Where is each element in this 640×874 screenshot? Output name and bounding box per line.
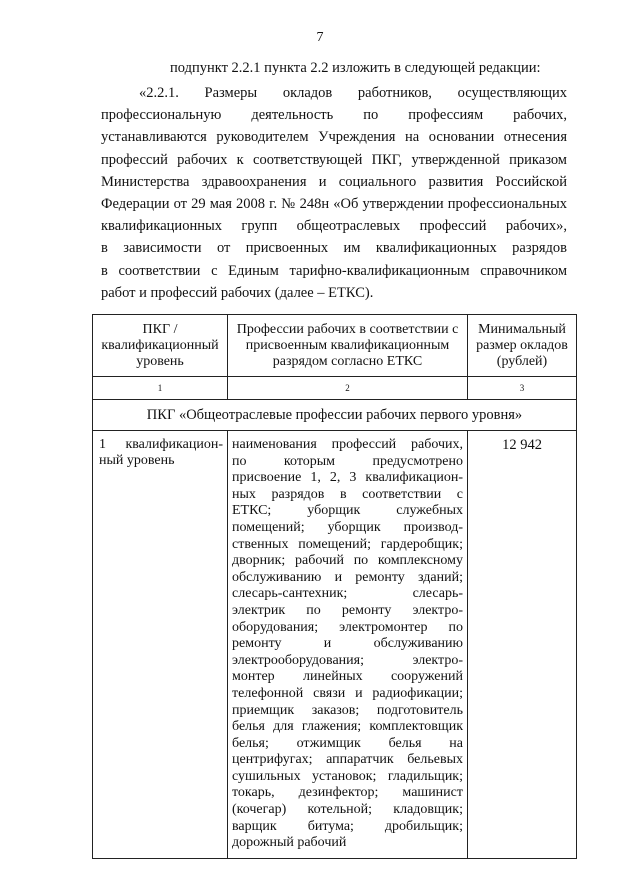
profession-line: сушильных установок; гладильщик; bbox=[232, 768, 463, 784]
paragraph-line: Федерации от 29 мая 2008 г. № 248н «Об утверждении профессиональных bbox=[101, 196, 567, 213]
paragraph-line: профессий рабочих к соответствующей ПКГ, утвержденной приказом bbox=[101, 151, 567, 168]
profession-line: оборудования; электромонтер по bbox=[232, 619, 463, 635]
profession-line: монтер линейных сооружений bbox=[232, 669, 463, 685]
profession-line: ЕТКС; уборщик служебных bbox=[232, 503, 463, 519]
paragraph-line: работ и профессий рабочих (далее – ЕТКС). bbox=[101, 284, 374, 301]
table-row bbox=[93, 431, 577, 859]
column-number: 3 bbox=[468, 377, 577, 400]
profession-line: присвоение 1, 2, 3 квалификацион- bbox=[232, 470, 463, 486]
page-number: 7 bbox=[316, 30, 324, 45]
profession-line: центрифугах; аппаратчик бельевых bbox=[232, 752, 463, 768]
column-number: 1 bbox=[93, 377, 228, 400]
level-cell bbox=[93, 431, 228, 859]
profession-line: дорожный рабочий bbox=[232, 835, 347, 851]
profession-line: ственных помещений; гардеробщик; bbox=[232, 536, 463, 552]
header-professions: Профессии рабочих в соответствии с присвоенным квалификационным разрядом согласно ЕТКС bbox=[228, 315, 468, 377]
profession-line: телефонной связи и радиофикации; bbox=[232, 685, 463, 701]
header-pkg-level: ПКГ / квалификационный уровень bbox=[93, 315, 228, 377]
profession-line: помещений; уборщик производ- bbox=[232, 519, 463, 535]
table-group-row bbox=[93, 400, 577, 431]
salary-cell: 12 942 bbox=[468, 431, 577, 859]
paragraph-line: профессиональную деятельность по профессиям рабочих, bbox=[101, 107, 567, 124]
header-min-salary: Минимальный размер окладов (рублей) bbox=[468, 315, 577, 377]
table-header-row bbox=[93, 315, 577, 377]
level-line: 1 квалификацион- bbox=[99, 437, 223, 452]
salary-table bbox=[92, 314, 577, 859]
professions-cell bbox=[228, 431, 468, 859]
paragraph-line: в зависимости от присвоенных им квалификационных разрядов bbox=[101, 240, 567, 257]
paragraph-line: в соответствии с Единым тарифно-квалификационным справочником bbox=[101, 262, 567, 279]
table-column-numbers-row bbox=[93, 377, 577, 400]
level-line: ный уровень bbox=[99, 453, 175, 468]
group-title: ПКГ «Общеотраслевые профессии рабочих первого уровня» bbox=[93, 400, 577, 431]
profession-line: электрооборудования; электро- bbox=[232, 652, 463, 668]
profession-line: белья; отжимщик белья на bbox=[232, 735, 463, 751]
profession-line: ных разрядов в соответствии с bbox=[232, 486, 463, 502]
profession-line: (кочегар) котельной; кладовщик; bbox=[232, 802, 463, 818]
paragraph-line: «2.2.1. Размеры окладов работников, осуществляющих bbox=[139, 85, 567, 101]
profession-line: варщик битума; дробильщик; bbox=[232, 818, 463, 834]
profession-line: электрик по ремонту электро- bbox=[232, 602, 463, 618]
paragraph-line: Министерства здравоохранения и социального развития Российской bbox=[101, 173, 567, 190]
profession-line: по которым предусмотрено bbox=[232, 453, 463, 469]
column-number: 2 bbox=[228, 377, 468, 400]
profession-line: обслуживанию и ремонту зданий; bbox=[232, 569, 463, 585]
profession-line: наименования профессий рабочих, bbox=[232, 437, 463, 452]
profession-line: приемщик заказов; подготовитель bbox=[232, 702, 463, 718]
profession-line: ремонту и обслуживанию bbox=[232, 636, 463, 652]
intro-line: подпункт 2.2.1 пункта 2.2 изложить в следующей редакции: bbox=[170, 60, 541, 76]
profession-line: дворник; рабочий по комплексному bbox=[232, 553, 463, 569]
paragraph-line: устанавливаются руководителем Учреждения на основании отнесения bbox=[101, 129, 567, 146]
paragraph-line: квалификационных групп общеотраслевых профессий рабочих», bbox=[101, 218, 567, 235]
profession-line: белья для глажения; комплектовщик bbox=[232, 719, 463, 735]
profession-line: токарь, дезинфектор; машинист bbox=[232, 785, 463, 801]
paragraph-2-2-1 bbox=[101, 82, 567, 304]
profession-line: слесарь-сантехник; слесарь- bbox=[232, 586, 463, 602]
